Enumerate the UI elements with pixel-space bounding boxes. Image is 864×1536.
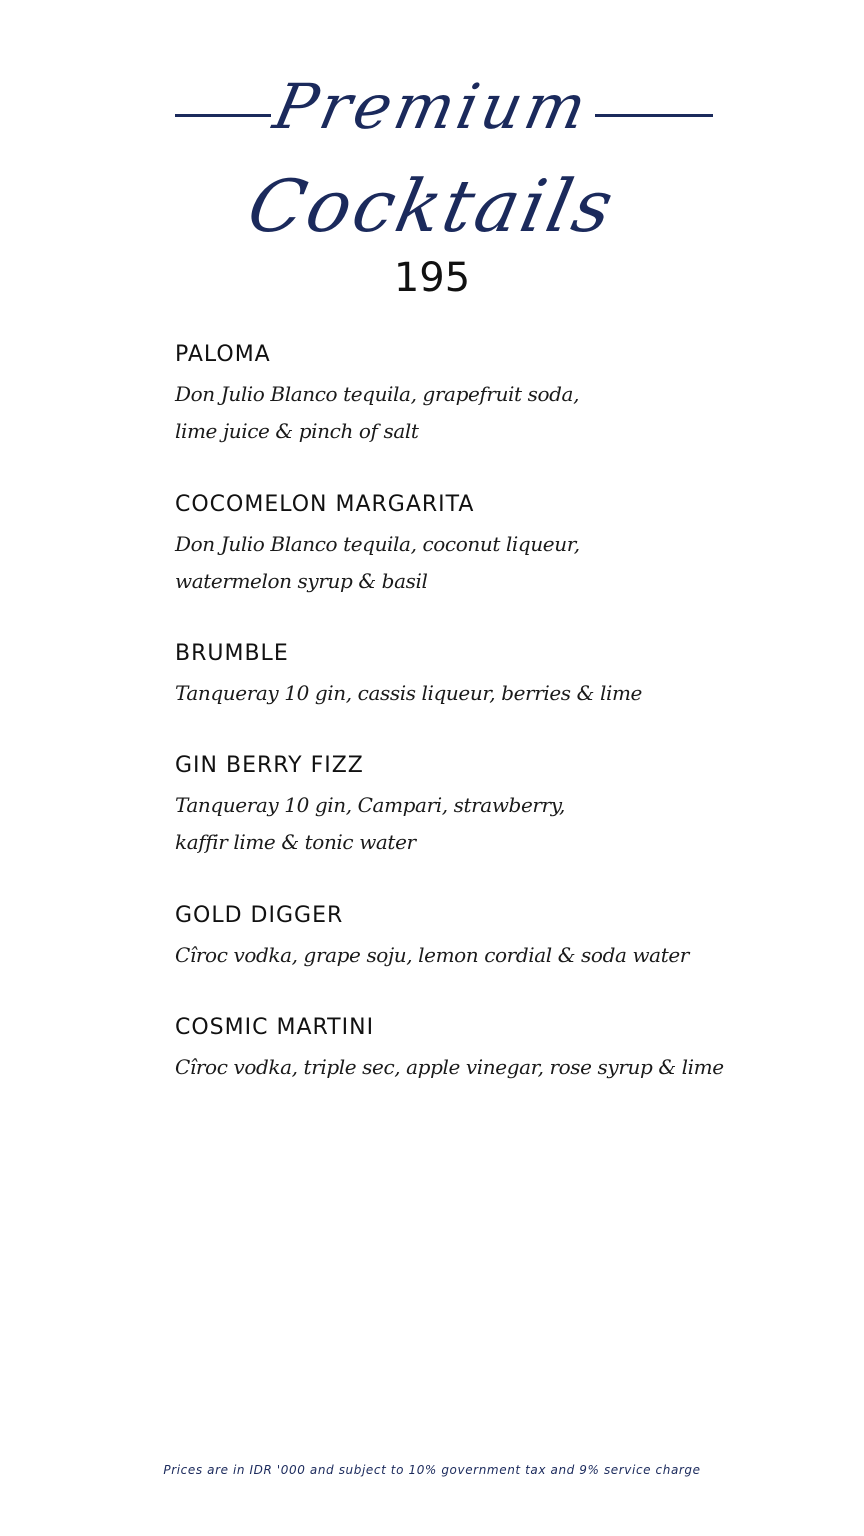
pricing-footnote: Prices are in IDR '000 and subject to 10% government tax and 9% service charge — [163, 1463, 701, 1477]
menu-item-cocomelon-margarita — [175, 490, 735, 600]
menu-title-cocktails: Cocktails — [240, 164, 624, 248]
item-description — [175, 675, 735, 712]
item-name: BRUMBLE — [175, 641, 289, 666]
item-name: COCOMELON MARGARITA — [175, 492, 475, 517]
menu-title-premium: Premium — [267, 70, 597, 143]
item-name: GOLD DIGGER — [175, 903, 344, 928]
menu-price: 195 — [393, 255, 471, 301]
item-description — [175, 787, 735, 861]
item-description-line: kaffir lime & tonic water — [175, 830, 416, 854]
item-description — [175, 376, 735, 450]
menu-item-paloma — [175, 340, 735, 450]
item-description — [175, 526, 735, 600]
item-description — [175, 1049, 735, 1086]
item-description-line: Don Julio Blanco tequila, grapefruit soda, — [175, 382, 580, 406]
item-description-line: Tanqueray 10 gin, cassis liqueur, berries & lime — [175, 681, 642, 705]
menu-item-gin-berry-fizz — [175, 751, 735, 861]
item-description-line: Cîroc vodka, grape soju, lemon cordial & soda water — [175, 943, 689, 967]
item-name: GIN BERRY FIZZ — [175, 753, 364, 778]
item-description-line: watermelon syrup & basil — [175, 569, 428, 593]
item-description-line: lime juice & pinch of salt — [175, 419, 419, 443]
item-name: COSMIC MARTINI — [175, 1015, 375, 1040]
item-description-line: Tanqueray 10 gin, Campari, strawberry, — [175, 793, 565, 817]
menu-item-cosmic-martini — [175, 1013, 735, 1086]
item-description-line: Cîroc vodka, triple sec, apple vinegar, rose syrup & lime — [175, 1055, 724, 1079]
menu-item-brumble — [175, 639, 735, 712]
item-description — [175, 937, 735, 974]
item-name: PALOMA — [175, 342, 271, 367]
menu-item-gold-digger — [175, 901, 735, 974]
item-description-line: Don Julio Blanco tequila, coconut liqueur, — [175, 532, 580, 556]
